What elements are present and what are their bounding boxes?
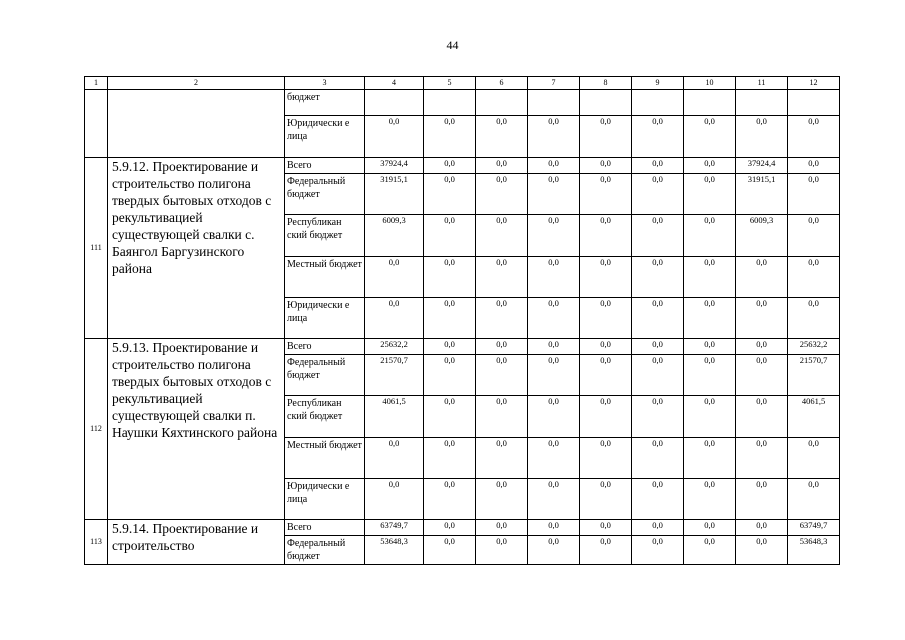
value-cell: 21570,7	[365, 355, 424, 396]
value-cell: 37924,4	[736, 158, 788, 174]
row-number-cell	[85, 90, 108, 158]
value-cell: 0,0	[580, 174, 632, 215]
value-cell: 0,0	[580, 215, 632, 257]
table-row	[85, 158, 840, 174]
source-label: Федеральный бюджет	[285, 355, 365, 396]
source-label: Юридически е лица	[285, 116, 365, 158]
value-cell: 0,0	[528, 298, 580, 339]
value-cell: 0,0	[580, 355, 632, 396]
value-cell: 0,0	[684, 355, 736, 396]
source-label: Республикан ский бюджет	[285, 396, 365, 438]
value-cell: 0,0	[365, 257, 424, 298]
value-cell: 0,0	[528, 257, 580, 298]
value-cell: 0,0	[736, 536, 788, 565]
value-cell: 0,0	[476, 298, 528, 339]
value-cell: 0,0	[476, 257, 528, 298]
value-cell: 0,0	[424, 438, 476, 479]
source-label: Местный бюджет	[285, 257, 365, 298]
value-cell: 0,0	[424, 298, 476, 339]
source-label: Всего	[285, 339, 365, 355]
value-cell: 0,0	[788, 479, 840, 520]
column-number: 2	[108, 77, 285, 90]
column-number: 6	[476, 77, 528, 90]
value-cell: 0,0	[424, 396, 476, 438]
column-number: 7	[528, 77, 580, 90]
value-cell: 0,0	[684, 215, 736, 257]
value-cell: 0,0	[424, 479, 476, 520]
value-cell: 37924,4	[365, 158, 424, 174]
value-cell: 0,0	[528, 215, 580, 257]
column-number: 1	[85, 77, 108, 90]
value-cell: 0,0	[580, 396, 632, 438]
value-cell: 21570,7	[788, 355, 840, 396]
column-number-row	[85, 77, 840, 90]
value-cell: 0,0	[528, 520, 580, 536]
row-number: 112	[85, 339, 108, 520]
value-cell: 0,0	[528, 396, 580, 438]
value-cell: 0,0	[528, 158, 580, 174]
value-cell: 0,0	[580, 116, 632, 158]
budget-table	[84, 76, 840, 565]
value-cell: 0,0	[476, 339, 528, 355]
source-label: Республикан ский бюджет	[285, 215, 365, 257]
value-cell: 0,0	[580, 438, 632, 479]
value-cell: 0,0	[736, 116, 788, 158]
value-cell: 0,0	[788, 298, 840, 339]
value-cell: 0,0	[424, 339, 476, 355]
value-cell: 0,0	[424, 158, 476, 174]
value-cell: 53648,3	[788, 536, 840, 565]
value-cell: 31915,1	[365, 174, 424, 215]
value-cell: 0,0	[424, 257, 476, 298]
value-cell: 0,0	[684, 536, 736, 565]
value-cell: 0,0	[528, 339, 580, 355]
item-title: 5.9.12. Проектирование и строительство полигона твердых бытовых отходов с рекультивацией существующей свалки с. Баянгол Баргузинского района	[108, 158, 285, 339]
value-cell: 0,0	[476, 396, 528, 438]
column-number: 12	[788, 77, 840, 90]
value-cell: 0,0	[424, 355, 476, 396]
value-cell: 25632,2	[788, 339, 840, 355]
value-cell: 0,0	[476, 479, 528, 520]
value-cell: 0,0	[365, 438, 424, 479]
column-number: 10	[684, 77, 736, 90]
value-cell: 53648,3	[365, 536, 424, 565]
value-cell: 0,0	[736, 396, 788, 438]
value-cell: 63749,7	[365, 520, 424, 536]
value-cell: 0,0	[632, 339, 684, 355]
value-cell: 6009,3	[365, 215, 424, 257]
value-cell: 0,0	[788, 174, 840, 215]
column-number: 5	[424, 77, 476, 90]
value-cell: 0,0	[632, 257, 684, 298]
value-cell: 0,0	[580, 257, 632, 298]
value-cell: 4061,5	[788, 396, 840, 438]
item-title: 5.9.13. Проектирование и строительство полигона твердых бытовых отходов с рекультивацией существующей свалки п. Наушки Кяхтинского района	[108, 339, 285, 520]
value-cell: 0,0	[632, 215, 684, 257]
value-cell: 0,0	[580, 479, 632, 520]
row-number: 111	[85, 158, 108, 339]
value-cell: 0,0	[788, 215, 840, 257]
value-cell: 0,0	[476, 116, 528, 158]
table-row	[85, 339, 840, 355]
value-cell: 0,0	[528, 438, 580, 479]
value-cell: 0,0	[365, 298, 424, 339]
value-cell: 6009,3	[736, 215, 788, 257]
value-cell: 0,0	[580, 158, 632, 174]
value-cell: 0,0	[528, 355, 580, 396]
value-cell: 0,0	[684, 520, 736, 536]
value-cell: 0,0	[424, 174, 476, 215]
column-number: 8	[580, 77, 632, 90]
source-label: Всего	[285, 158, 365, 174]
value-cell: 0,0	[365, 479, 424, 520]
value-cell: 0,0	[580, 339, 632, 355]
value-cell: 0,0	[632, 520, 684, 536]
value-cell: 0,0	[580, 520, 632, 536]
value-cell: 0,0	[632, 536, 684, 565]
value-cell: 0,0	[788, 257, 840, 298]
value-cell: 0,0	[424, 215, 476, 257]
value-cell: 31915,1	[736, 174, 788, 215]
value-cell: 0,0	[476, 174, 528, 215]
source-label: Местный бюджет	[285, 438, 365, 479]
value-cell: 0,0	[684, 257, 736, 298]
column-number: 3	[285, 77, 365, 90]
value-cell: 0,0	[476, 215, 528, 257]
value-cell: 0,0	[684, 298, 736, 339]
value-cell: 0,0	[684, 479, 736, 520]
value-cell: 0,0	[580, 536, 632, 565]
value-cell: 25632,2	[365, 339, 424, 355]
value-cell: 0,0	[736, 298, 788, 339]
value-cell: 0,0	[528, 479, 580, 520]
value-cell: 0,0	[684, 438, 736, 479]
value-cell: 0,0	[424, 536, 476, 565]
value-cell: 0,0	[736, 520, 788, 536]
value-cell: 63749,7	[788, 520, 840, 536]
value-cell: 0,0	[684, 396, 736, 438]
column-number: 9	[632, 77, 684, 90]
budget-table-wrapper	[84, 76, 840, 571]
value-cell: 0,0	[736, 355, 788, 396]
table-row	[85, 520, 840, 536]
source-label: бюджет	[285, 90, 365, 116]
value-cell: 0,0	[788, 158, 840, 174]
table-row	[85, 90, 840, 116]
column-number: 11	[736, 77, 788, 90]
item-title: 5.9.14. Проектирование и строительство	[108, 520, 285, 565]
page-number: 44	[446, 38, 459, 52]
value-cell: 0,0	[684, 339, 736, 355]
value-cell: 0,0	[528, 174, 580, 215]
value-cell: 0,0	[684, 116, 736, 158]
value-cell: 0,0	[788, 438, 840, 479]
value-cell: 0,0	[736, 339, 788, 355]
source-label: Всего	[285, 520, 365, 536]
column-number: 4	[365, 77, 424, 90]
source-label: Федеральный бюджет	[285, 174, 365, 215]
value-cell: 0,0	[476, 355, 528, 396]
value-cell: 0,0	[580, 298, 632, 339]
value-cell: 0,0	[632, 174, 684, 215]
row-number: 113	[85, 520, 108, 565]
value-cell: 0,0	[684, 158, 736, 174]
value-cell: 0,0	[365, 116, 424, 158]
value-cell: 0,0	[736, 438, 788, 479]
value-cell: 0,0	[476, 520, 528, 536]
value-cell: 0,0	[424, 520, 476, 536]
value-cell: 0,0	[632, 355, 684, 396]
value-cell: 0,0	[632, 438, 684, 479]
value-cell: 0,0	[632, 396, 684, 438]
value-cell: 0,0	[632, 116, 684, 158]
source-label: Юридически е лица	[285, 298, 365, 339]
source-label: Федеральный бюджет	[285, 536, 365, 565]
value-cell: 0,0	[528, 536, 580, 565]
value-cell: 0,0	[476, 438, 528, 479]
value-cell: 0,0	[736, 257, 788, 298]
value-cell: 0,0	[736, 479, 788, 520]
value-cell: 0,0	[424, 116, 476, 158]
value-cell: 0,0	[476, 158, 528, 174]
value-cell: 0,0	[788, 116, 840, 158]
value-cell: 0,0	[528, 116, 580, 158]
value-cell: 0,0	[684, 174, 736, 215]
value-cell: 0,0	[632, 479, 684, 520]
value-cell: 0,0	[476, 536, 528, 565]
value-cell: 0,0	[632, 298, 684, 339]
value-cell: 0,0	[632, 158, 684, 174]
value-cell: 4061,5	[365, 396, 424, 438]
source-label: Юридически е лица	[285, 479, 365, 520]
item-title-cell	[108, 90, 285, 158]
